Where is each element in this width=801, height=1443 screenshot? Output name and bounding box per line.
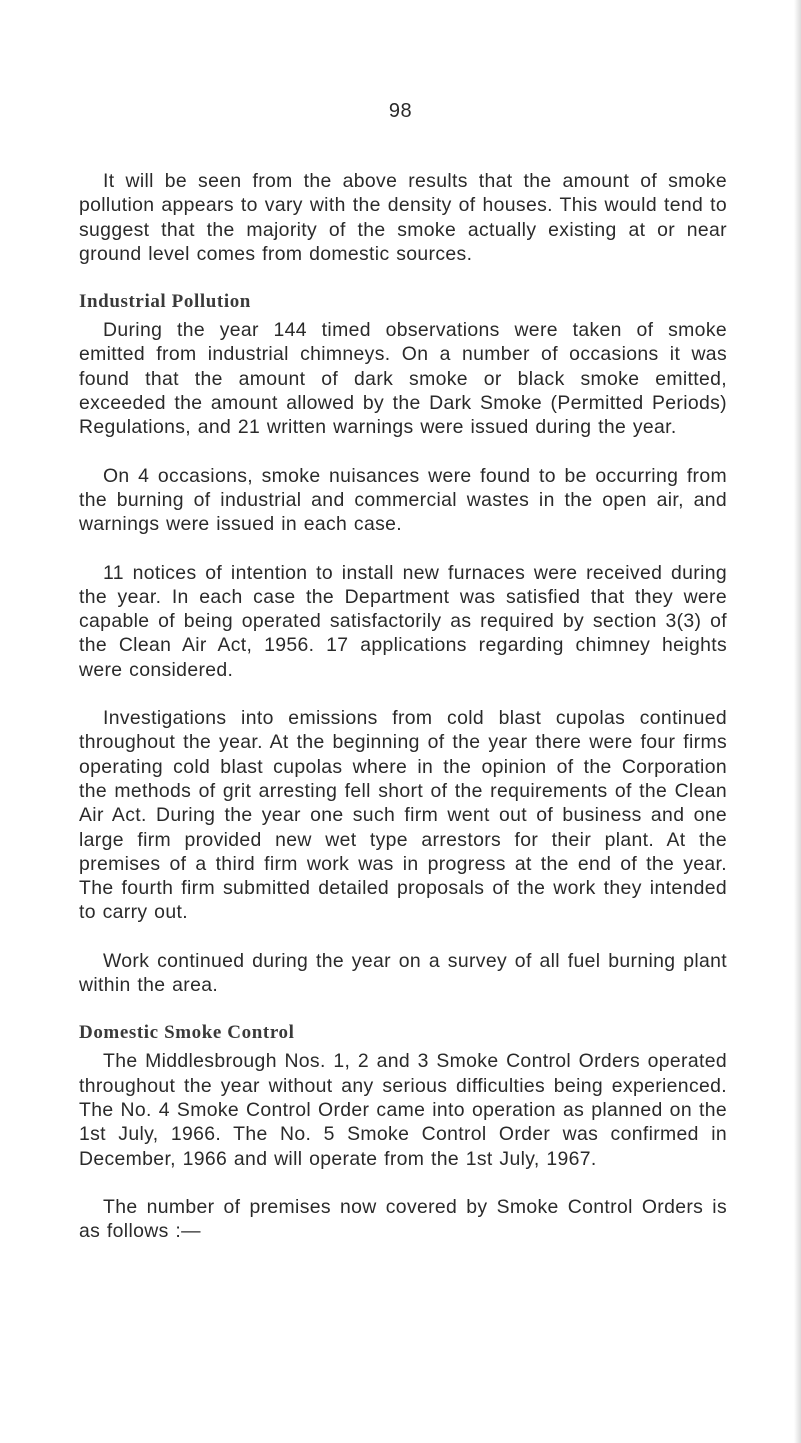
industrial-paragraph-4: Investigations into emissions from cold blast cupolas continued throughout the year. At the beginning of the year there were four firms operating cold blast cupolas where in the opinion of the Corporation the methods of grit arresting fell short of the requirements of the Clean Air Act. During the year one such firm went out of business and one large firm provided new wet type arrestors for their plant. At the premises of a third firm work was in progress at the end of the year. The fourth firm submitted detailed proposals of the work they intended to carry out. xyxy=(79,707,727,924)
domestic-paragraph-2: The number of premises now covered by Smoke Control Orders is as follows :— xyxy=(79,1195,727,1243)
industrial-paragraph-2: On 4 occasions, smoke nuisances were found to be occurring from the burning of industrial and commercial wastes in the open air, and warnings were issued in each case. xyxy=(79,464,727,536)
industrial-paragraph-5: Work continued during the year on a survey of all fuel burning plant within the area. xyxy=(79,949,727,997)
industrial-paragraph-1: During the year 144 timed observations were taken of smoke emitted from industrial chimneys. On a number of occasions it was found that the amount of dark smoke or black smoke emitted, exceeded the amount allowed by the Dark Smoke (Permitted Periods) Regulations, and 21 written warnings were issued during the year. xyxy=(79,319,727,439)
industrial-paragraph-3: 11 notices of intention to install new furnaces were received during the year. In each case the Department was satisfied that they were capable of being operated satisfactorily as required by section 3(3) of the Clean Air Act, 1956. 17 applications regarding chimney heights were considered. xyxy=(79,561,727,681)
section-industrial-pollution xyxy=(79,290,727,997)
section-domestic-smoke-control xyxy=(79,1021,727,1243)
section-heading-industrial: Industrial Pollution xyxy=(79,291,251,313)
intro-paragraph: It will be seen from the above results that the amount of smoke pollution appears to vary with the density of houses. This would tend to suggest that the majority of the smoke actually existing at or near ground level comes from domestic sources. xyxy=(79,170,727,265)
page-edge-shadow xyxy=(794,0,801,1443)
domestic-paragraph-1: The Middlesbrough Nos. 1, 2 and 3 Smoke Control Orders operated throughout the year without any serious difficulties being experienced. The No. 4 Smoke Control Order came into operation as planned on the 1st July, 1966. The No. 5 Smoke Control Order was confirmed in December, 1966 and will operate from the 1st July, 1967. xyxy=(79,1050,727,1170)
section-heading-domestic: Domestic Smoke Control xyxy=(79,1022,295,1044)
page-body xyxy=(79,169,727,1267)
page-number: 98 xyxy=(388,100,413,122)
